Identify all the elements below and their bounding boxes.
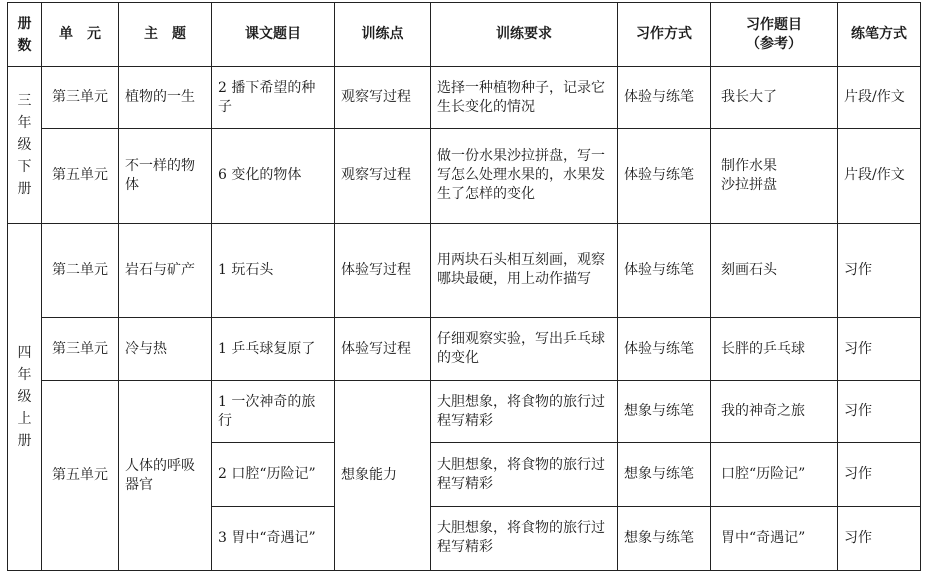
lesson-cell: 1 玩石头	[212, 223, 335, 317]
practice-cell: 习作	[838, 443, 921, 506]
theme-cell: 冷与热	[119, 317, 212, 380]
requirement-cell: 大胆想象，将食物的旅行过程写精彩	[431, 506, 618, 570]
theme-cell: 不一样的物体	[119, 129, 212, 223]
skill-cell: 想象能力	[335, 381, 431, 571]
requirement-cell: 大胆想象，将食物的旅行过程写精彩	[431, 381, 618, 443]
topic-cell: 我长大了	[711, 67, 838, 129]
skill-cell: 观察写过程	[335, 129, 431, 223]
requirement-cell: 大胆想象，将食物的旅行过程写精彩	[431, 443, 618, 506]
header-row	[8, 3, 921, 67]
skill-cell: 体验写过程	[335, 317, 431, 380]
volume-cell: 三 年 级 下 册	[8, 67, 42, 224]
unit-cell: 第二单元	[42, 223, 119, 317]
theme-cell: 植物的一生	[119, 67, 212, 129]
method-cell: 想象与练笔	[618, 443, 711, 506]
method-cell: 体验与练笔	[618, 67, 711, 129]
header-method: 习作方式	[618, 3, 711, 67]
method-cell: 想象与练笔	[618, 506, 711, 570]
table-row	[8, 67, 921, 129]
table-row	[8, 317, 921, 380]
topic-cell: 我的神奇之旅	[711, 381, 838, 443]
unit-cell: 第五单元	[42, 381, 119, 571]
practice-cell: 习作	[838, 506, 921, 570]
requirement-cell: 选择一种植物种子，记录它生长变化的情况	[431, 67, 618, 129]
lesson-cell: 2 口腔“历险记”	[212, 443, 335, 506]
topic-cell: 长胖的乒乓球	[711, 317, 838, 380]
practice-cell: 片段/作文	[838, 129, 921, 223]
curriculum-table	[7, 2, 921, 571]
table-row	[8, 381, 921, 443]
practice-cell: 片段/作文	[838, 67, 921, 129]
theme-cell: 人体的呼吸器官	[119, 381, 212, 571]
header-topic-title: 习作题目	[746, 16, 802, 33]
requirement-cell: 做一份水果沙拉拼盘，写一写怎么处理水果的，水果发生了怎样的变化	[431, 129, 618, 223]
requirement-cell: 仔细观察实验，写出乒乓球的变化	[431, 317, 618, 380]
lesson-cell: 1 一次神奇的旅行	[212, 381, 335, 443]
lesson-cell: 6 变化的物体	[212, 129, 335, 223]
lesson-cell: 3 胃中“奇遇记”	[212, 506, 335, 570]
topic-cell: 口腔“历险记”	[711, 443, 838, 506]
header-unit: 单 元	[42, 3, 119, 67]
volume-cell: 四 年 级 上 册	[8, 223, 42, 570]
header-topic-sub: （参考）	[746, 35, 802, 52]
header-lesson: 课文题目	[212, 3, 335, 67]
table-row	[8, 223, 921, 317]
method-cell: 体验与练笔	[618, 223, 711, 317]
method-cell: 体验与练笔	[618, 317, 711, 380]
practice-cell: 习作	[838, 223, 921, 317]
unit-cell: 第五单元	[42, 129, 119, 223]
skill-cell: 体验写过程	[335, 223, 431, 317]
header-topic	[711, 3, 838, 67]
header-theme: 主 题	[119, 3, 212, 67]
table-row	[8, 129, 921, 223]
unit-cell: 第三单元	[42, 67, 119, 129]
lesson-cell: 2 播下希望的种子	[212, 67, 335, 129]
theme-cell: 岩石与矿产	[119, 223, 212, 317]
unit-cell: 第三单元	[42, 317, 119, 380]
requirement-cell: 用两块石头相互刻画，观察哪块最硬，用上动作描写	[431, 223, 618, 317]
header-volume: 册 数	[8, 3, 42, 67]
lesson-cell: 1 乒乓球复原了	[212, 317, 335, 380]
topic-cell: 刻画石头	[711, 223, 838, 317]
skill-cell: 观察写过程	[335, 67, 431, 129]
method-cell: 体验与练笔	[618, 129, 711, 223]
topic-cell: 制作水果 沙拉拼盘	[711, 129, 838, 223]
topic-cell: 胃中“奇遇记”	[711, 506, 838, 570]
header-practice: 练笔方式	[838, 3, 921, 67]
method-cell: 想象与练笔	[618, 381, 711, 443]
header-skill: 训练点	[335, 3, 431, 67]
header-requirement: 训练要求	[431, 3, 618, 67]
practice-cell: 习作	[838, 381, 921, 443]
practice-cell: 习作	[838, 317, 921, 380]
